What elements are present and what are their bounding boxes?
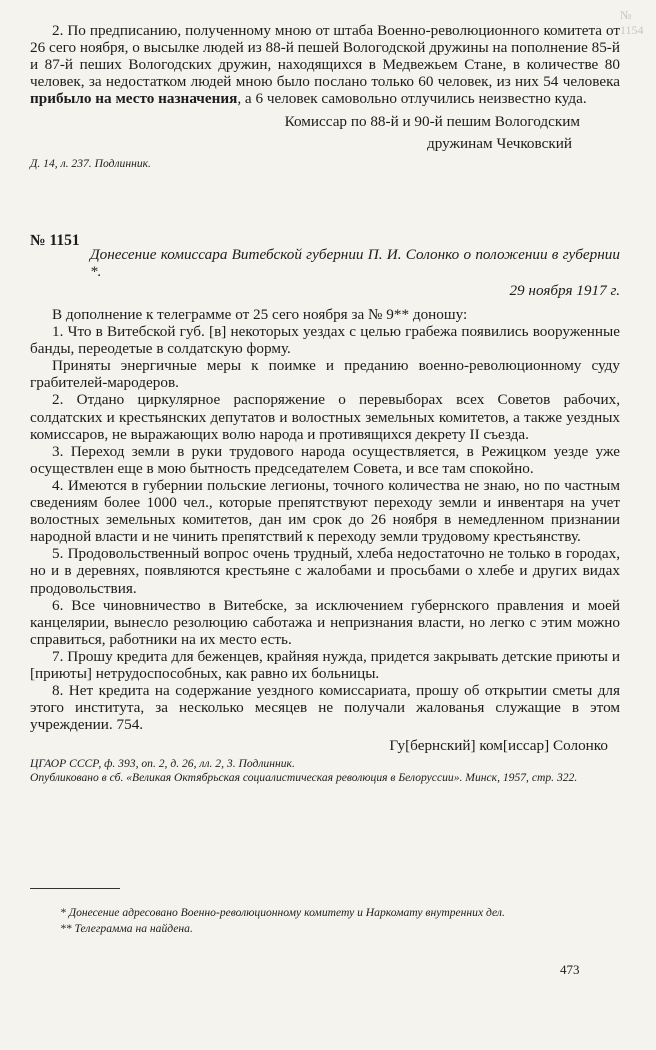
item-4: 4. Имеются в губернии польские легионы, точного количества не знаю, но по частным сведениям более 1000 чел., которые препятствуют переходу земли и инвентаря на учет волостных земельных комитетов, дан им срок до 26 ноября в немедленном признании народной власти и не чинить препятствий к переходу земли трудовому крестьянству. (30, 476, 620, 546)
document-date: 29 ноября 1917 г. (509, 282, 620, 299)
footnote-1: * Донесение адресовано Военно-революционному комитету и Наркомату внутренних дел. (60, 906, 505, 919)
bold-phrase: прибыло на место назначения (30, 90, 238, 108)
archive-source-1: ЦГАОР СССР, ф. 393, оп. 2, д. 26, лл. 2, 3. Подлинник. (30, 757, 295, 771)
item-5: 5. Продовольственный вопрос очень трудный, хлеба недостаточно не только в городах, но и в деревнях, появляются крестьяне с жалобами и просьбами о хлебе и других видах продовольствия. (30, 545, 620, 597)
archive-source: Д. 14, л. 237. Подлинник. (30, 157, 151, 171)
item-6: 6. Все чиновничество в Витебске, за исключением губернского правления и моей канцелярии, вынесло резолюцию саботажа и непризнания власти, но легко с этим можно справиться, работники на их место есть. (30, 596, 620, 648)
signature-line-2: дружинам Чечковский (427, 135, 572, 153)
page-number: 473 (560, 962, 580, 977)
previous-paragraph: 2. По предписанию, полученному мною от штаба Военно-революционного комитета от 26 сего ноября, о высылке людей из 88-й пешей Вологодской дружины на пополнение 85-й и 87-й пеших Вологодских дружин, находящихся в Медвежьем Стане, в количестве 80 человек, за недостатком людей мною было послано только 60 человек, из них 54 человека прибыло на место назначения, а 6 человек самовольно отлучились неизвестно куда. (30, 22, 620, 108)
item-2: 2. Отдано циркулярное распоряжение о перевыборах всех Советов рабочих, солдатских и крестьянских депутатов и волостных земельных комитетов, а также уездных комиссаров, не выражающих волю народа и противящихся декрету II съезда. (30, 391, 620, 443)
document-number: № 1151 (30, 232, 80, 249)
document-title: Донесение комиссара Витебской губернии П. И. Солонко о положении в губернии *. (90, 246, 620, 280)
item-1: 1. Что в Витебской губ. [в] некоторых уездах с целью грабежа появились вооруженные банды, переодетые в солдатскую форму. (30, 323, 620, 358)
publication-source: Опубликовано в сб. «Великая Октябрьская социалистическая революция в Белоруссии». Минск, 1957, стр. 322. (30, 771, 578, 785)
commissar-signature: Гу[бернский] ком[иссар] Солонко (389, 737, 608, 755)
footnote-divider (30, 888, 120, 889)
item-7: 7. Прошу кредита для беженцев, крайняя нужда, придется закрывать детские приюты и [приюты] нетрудоспособных, как равно их больницы. (30, 647, 620, 682)
previous-document-tail (30, 22, 620, 171)
item-1-followup: Приняты энергичные меры к поимке и преданию военно-революционному суду грабителей-мародеров. (30, 357, 620, 392)
item-8: 8. Нет кредита на содержание уездного комиссариата, прошу об открытии сметы для этого института, за несколько месяцев не получали жалованья служащие в этом учреждении. 754. (30, 682, 620, 734)
document-1151 (30, 232, 620, 785)
intro-paragraph: В дополнение к телеграмме от 25 сего ноября за № 9** доношу: (52, 306, 468, 323)
ghost-header: № 1154 (620, 8, 644, 37)
item-3: 3. Переход земли в руки трудового народа осуществляется, в Режицком уезде уже осуществлен еще в мою бытность председателем Совета, и все там спокойно. (30, 442, 620, 477)
footnotes (30, 906, 620, 936)
footnote-2: ** Телеграмма на найдена. (60, 922, 193, 935)
signature-line-1: Комиссар по 88-й и 90-й пешим Вологодским (284, 113, 580, 131)
